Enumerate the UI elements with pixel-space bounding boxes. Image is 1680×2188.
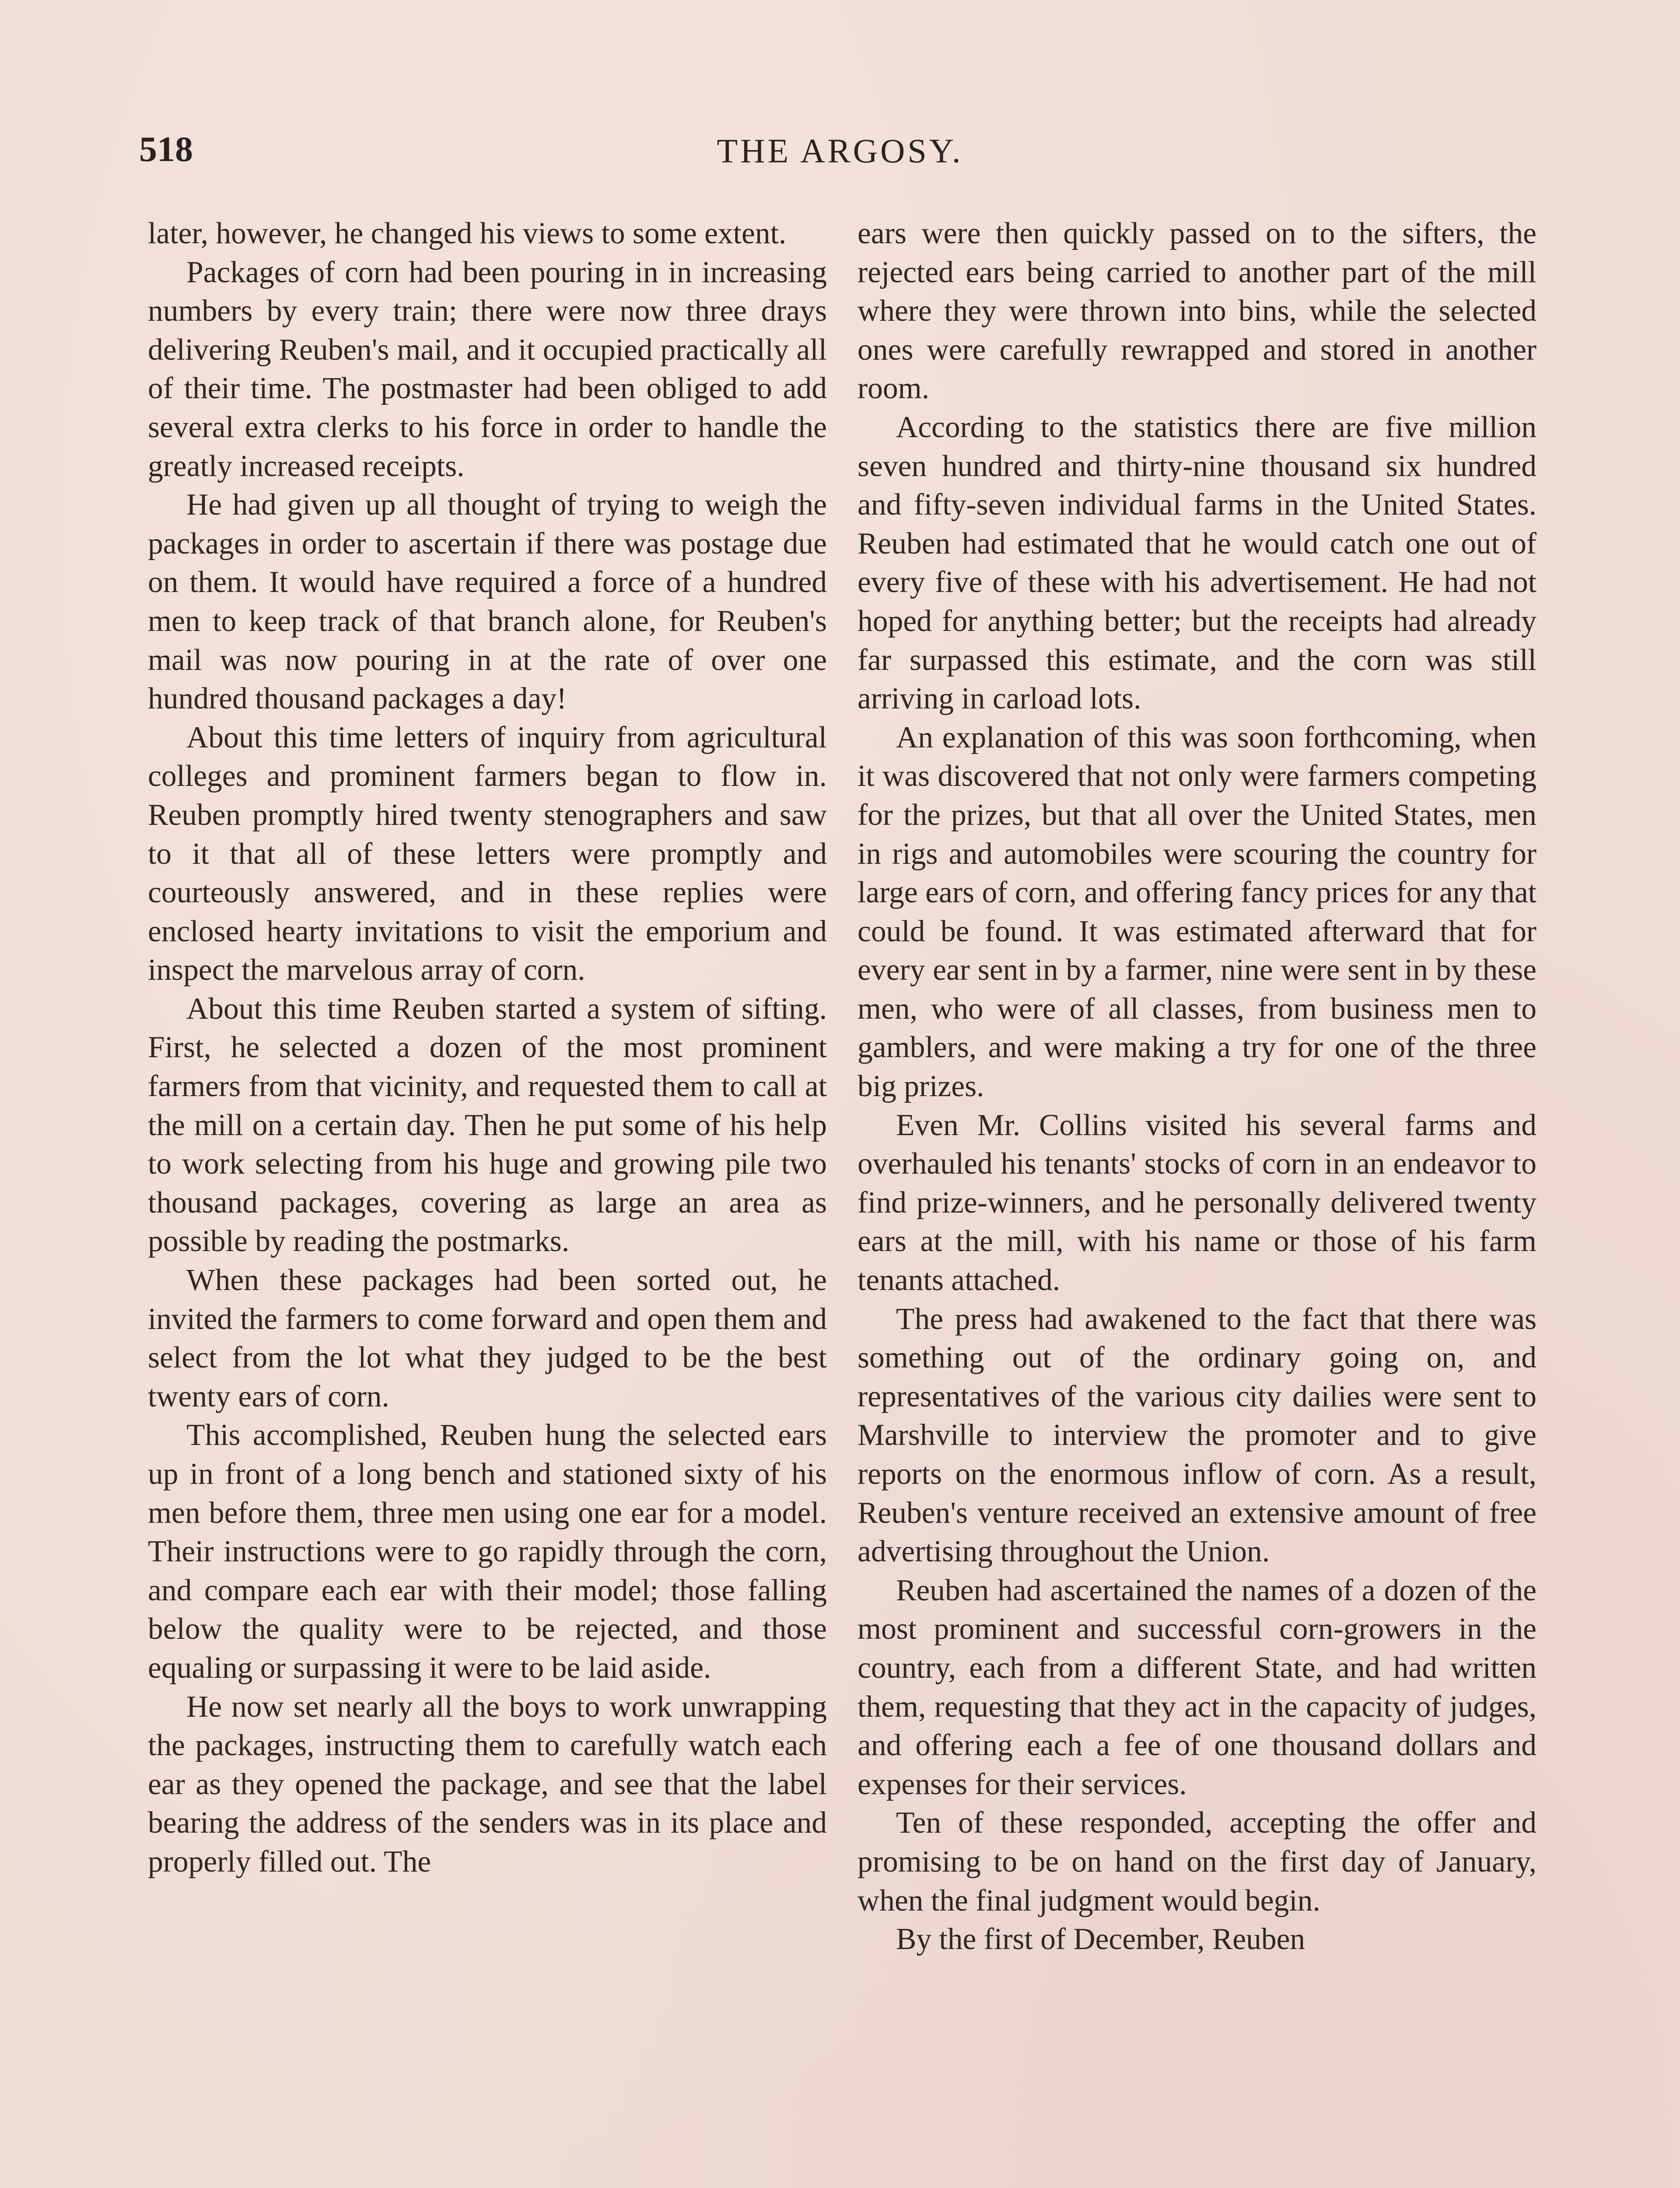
paragraph: He had given up all thought of trying to weigh the packages in order to ascertain if there was postage due on them. It would have required a force of a hundred men to keep track of that branch alone, for Reuben's mail was now pouring in at the rate of over one hundred thousand packages a day! — [148, 488, 827, 716]
paragraph: Reuben had ascertained the names of a dozen of the most prominent and successful corn-growers in the country, each from a different State, and had written them, requesting that they act in the capacity of judges, and offering each a fee of one thousand dollars and expenses for their services. — [858, 1573, 1536, 1801]
paragraph: When these packages had been sorted out, he invited the farmers to come forward and open them and select from the lot what they judged to be the best twenty ears of corn. — [148, 1263, 827, 1413]
paragraph: Ten of these responded, accepting the offer and promising to be on hand on the first day of January, when the final judgment would begin. — [858, 1806, 1536, 1918]
paragraph: Packages of corn had been pouring in in increasing numbers by every train; there were now three drays delivering Reuben's mail, and it occupied practically all of their time. The postmaster had been obliged to add several extra clerks to his force in order to handle the greatly increased receipts. — [148, 255, 827, 483]
paragraph: The press had awakened to the fact that there was something out of the ordinary going on, and representatives of the various city dailies were sent to Marshville to interview the promoter and to give reports on the enormous inflow of corn. As a result, Reuben's venture received an extensive amount of free advertising throughout the Union. — [858, 1302, 1536, 1569]
paragraph: According to the statistics there are five million seven hundred and thirty-nine thousand six hundred and fifty-seven individual farms in the United States. Reuben had estimated that he would catch one out of every five of these with his advertisement. He had not hoped for anything better; but the receipts had already far surpassed this estimate, and the corn was still arriving in carload lots. — [858, 410, 1536, 716]
paragraph: ears were then quickly passed on to the sifters, the rejected ears being carried to another part of the mill where they were thrown into bins, while the selected ones were carefully rewrapped and stored in another room. — [858, 217, 1536, 406]
right-column — [858, 214, 1536, 1959]
paragraph: About this time letters of inquiry from agricultural colleges and prominent farmers began to flow in. Reuben promptly hired twenty stenographers and saw to it that all of these letters were promptly and courteously answered, and in these replies were enclosed hearty invitations to visit the emporium and inspect the marvelous array of corn. — [148, 720, 827, 987]
left-column — [148, 214, 827, 1882]
paragraph: By the first of December, Reuben — [896, 1922, 1306, 1957]
paragraph: Even Mr. Collins visited his several farms and overhauled his tenants' stocks of corn in an endeavor to find prize-winners, and he personally delivered twenty ears at the mill, with his name or those of his farm tenants attached. — [858, 1108, 1536, 1297]
paragraph: later, however, he changed his views to some extent. — [148, 217, 787, 250]
paragraph: He now set nearly all the boys to work unwrapping the packages, instructing them to carefully watch each ear as they opened the package, and see that the label bearing the address of the senders was in its place and properly filled out. The — [148, 1690, 827, 1879]
paragraph: This accomplished, Reuben hung the selected ears up in front of a long bench and stationed sixty of his men before them, three men using one ear for a model. Their instructions were to go rapidly through the corn, and compare each ear with their model; those falling below the quality were to be rejected, and those equaling or surpassing it were to be laid aside. — [148, 1418, 827, 1685]
paragraph: About this time Reuben started a system of sifting. First, he selected a dozen of the most prominent farmers from that vicinity, and requested them to call at the mill on a certain day. Then he put some of his help to work selecting from his huge and growing pile two thousand packages, covering as large an area as possible by reading the postmarks. — [148, 992, 827, 1259]
running-head: THE ARGOSY. — [717, 132, 963, 170]
paragraph: An explanation of this was soon forthcoming, when it was discovered that not only were farmers competing for the prizes, but that all over the United States, men in rigs and automobiles were scouring the country for large ears of corn, and offering fancy prices for any that could be found. It was estimated afterward that for every ear sent in by a farmer, nine were sent in by these men, who were of all classes, from business men to gamblers, and were making a try for one of the three big prizes. — [858, 720, 1536, 1104]
page-number: 518 — [139, 129, 193, 169]
